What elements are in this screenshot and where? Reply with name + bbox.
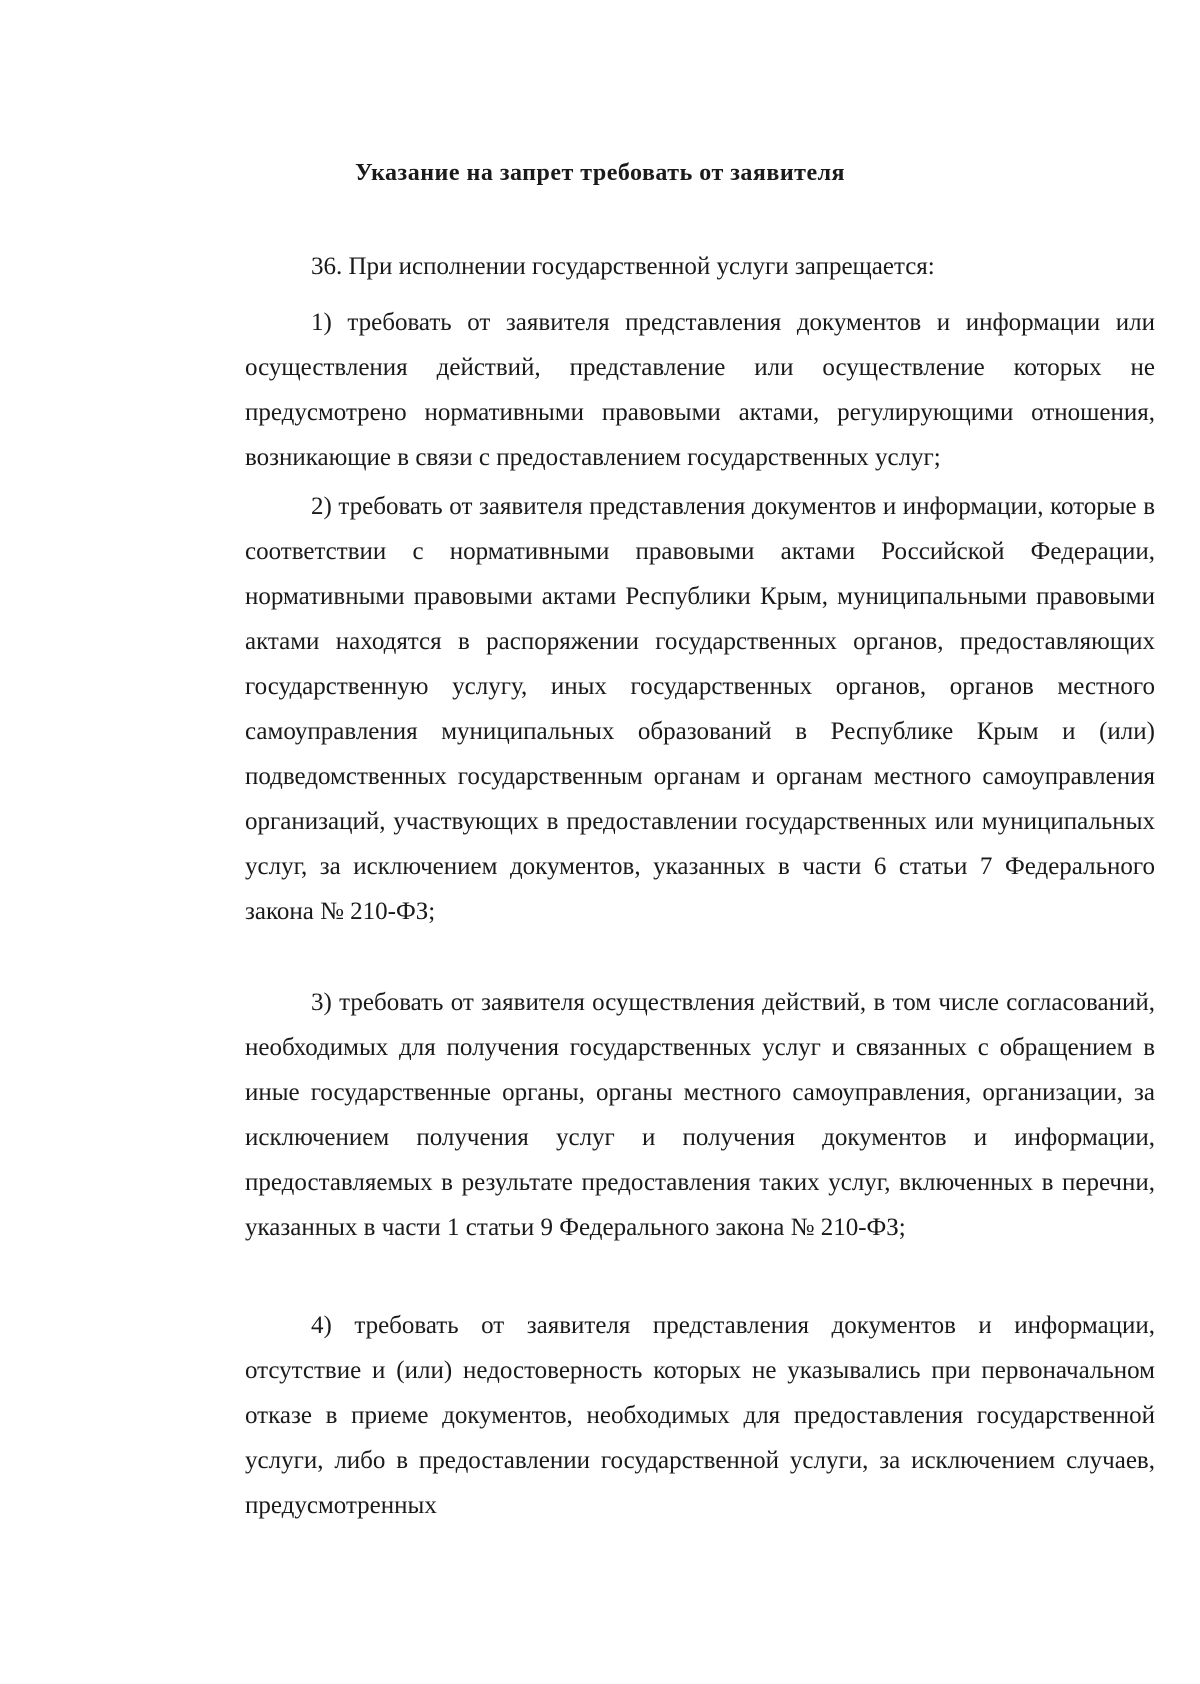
section-title: Указание на запрет требовать от заявителя xyxy=(354,160,846,186)
list-item-4: 4) требовать от заявителя представления документов и информации, отсутствие и (или) недостоверность которых не указывались при первоначальном отказе в приеме документов, необходимых для предоставления государственной услуги, либо в предоставлении государственной услуги, за исключением случаев, предусмотренных xyxy=(245,1312,1155,1519)
list-item-2: 2) требовать от заявителя представления документов и информации, которые в соответствии с нормативными правовыми актами Российской Федерации, нормативными правовыми актами Республики Крым, муниципальными правовыми актами находятся в распоряжении государственных органов, предоставляющих государственную услугу, иных государственных органов, органов местного самоуправления муниципальных образований в Республике Крым и (или) подведомственных государственным органам и органам местного самоуправления организаций, участвующих в предоставлении государственных или муниципальных услуг, за исключением документов, указанных в части 6 статьи 7 Федерального закона № 210-ФЗ; xyxy=(245,493,1155,925)
paragraph-intro: 36. При исполнении государственной услуги запрещается: xyxy=(311,253,935,280)
list-item-1: 1) требовать от заявителя представления документов и информации или осуществления действий, представление или осуществление которых не предусмотрено нормативными правовыми актами, регулирующими отношения, возникающие в связи с предоставлением государственных услуг; xyxy=(245,309,1155,471)
list-item-3: 3) требовать от заявителя осуществления действий, в том числе согласований, необходимых для получения государственных услуг и связанных с обращением в иные государственные органы, органы местного самоуправления, организации, за исключением получения услуг и получения документов и информации, предоставляемых в результате предоставления таких услуг, включенных в перечни, указанных в части 1 статьи 9 Федерального закона № 210-ФЗ; xyxy=(245,989,1155,1241)
